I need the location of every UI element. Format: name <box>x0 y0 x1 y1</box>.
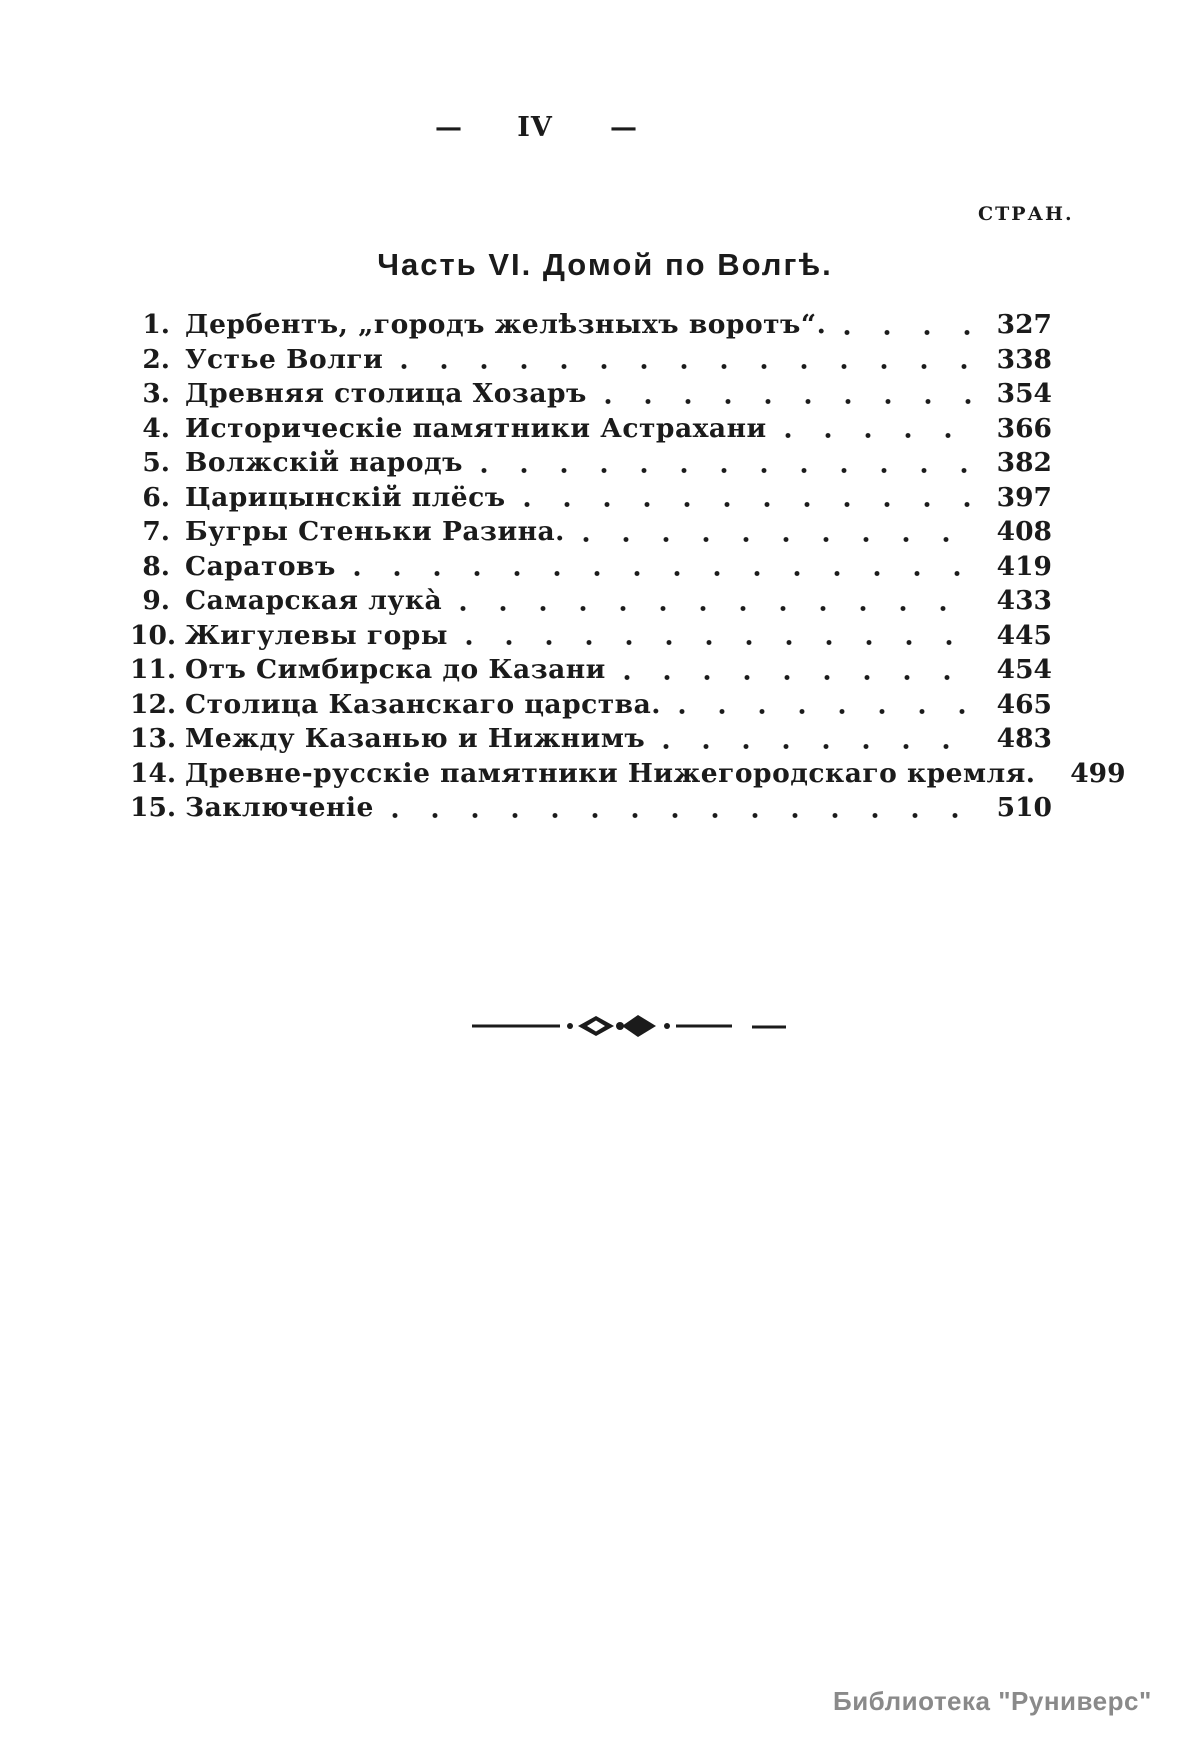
dot-leader <box>679 707 980 716</box>
toc-entry-page: 465 <box>996 688 1052 720</box>
toc-entry <box>130 792 1052 827</box>
toc-entry <box>130 551 1052 586</box>
toc-entry <box>130 620 1052 655</box>
section-title: Часть VI. Домой по Волгѣ. <box>377 247 833 282</box>
toc-entry-page: 382 <box>996 447 1052 478</box>
toc-entry-title: Столица Казанскаго царства. <box>185 688 661 720</box>
running-head <box>435 112 635 143</box>
toc-entry-page: 327 <box>996 309 1052 340</box>
toc-entry-page: 408 <box>996 516 1052 547</box>
toc-entry-number: 1. <box>142 309 170 340</box>
dot-leader <box>481 466 980 475</box>
dot-leader <box>466 638 980 647</box>
toc-entry-page: 419 <box>996 550 1052 582</box>
toc-entry-title: Дербентъ, „городъ желѣзныхъ воротъ“. <box>185 309 827 340</box>
toc-entry-number: 11. <box>130 654 177 685</box>
toc-entry <box>130 723 1052 758</box>
toc-entry-number: 13. <box>130 723 177 754</box>
dot-leader <box>663 742 980 751</box>
dot-leader <box>401 362 980 371</box>
toc-entry-title: Жигулевы горы <box>185 619 448 651</box>
toc-entry <box>130 585 1052 620</box>
dot-leader <box>624 673 980 682</box>
running-head-right-dash: — <box>610 112 635 143</box>
toc-entry-page: 454 <box>996 654 1052 685</box>
toc-entry-page: 445 <box>996 619 1052 651</box>
toc-entry-title: Саратовъ <box>185 550 336 582</box>
toc-entry-number: 10. <box>130 619 177 651</box>
toc-entry-number: 3. <box>142 378 170 409</box>
toc-entry-page: 366 <box>996 412 1052 444</box>
running-head-left-dash: — <box>435 112 460 143</box>
toc-entry-page: 338 <box>996 343 1052 375</box>
toc-entry <box>130 447 1052 482</box>
toc-entry <box>130 309 1052 344</box>
running-head-page-number: IV <box>517 112 553 143</box>
toc-entry-title: Историческіе памятники Астрахани <box>185 412 767 444</box>
toc-entry-number: 5. <box>142 447 170 478</box>
toc-entry-number: 9. <box>142 585 170 616</box>
toc-entry-title: Отъ Симбирска до Казани <box>185 654 606 685</box>
toc-entry-title: Устье Волги <box>185 343 384 375</box>
dot-leader <box>605 397 980 406</box>
toc-entry-number: 6. <box>142 481 170 513</box>
toc-entry <box>130 482 1052 517</box>
page-column-header: СТРАН. <box>978 203 1074 225</box>
dot-leader <box>460 604 980 613</box>
decorative-divider <box>470 1012 790 1040</box>
toc-list <box>130 309 1126 827</box>
dot-leader <box>844 328 980 337</box>
toc-entry <box>130 757 1126 793</box>
toc-entry-number: 7. <box>142 516 170 547</box>
library-watermark: Библиотека "Руниверс" <box>833 1686 1152 1716</box>
toc-entry-page: 397 <box>996 481 1052 513</box>
toc-entry-number: 2. <box>142 343 170 375</box>
toc-entry-title: Древняя столица Хозаръ <box>185 378 587 409</box>
toc-entry-page: 483 <box>996 723 1052 754</box>
toc-entry-title: Заключеніе <box>185 792 374 823</box>
toc-entry-title: Самарская лука̀ <box>185 585 443 616</box>
toc-entry-page: 433 <box>996 585 1052 616</box>
toc-entry-title: Царицынскій плёсъ <box>185 481 506 513</box>
toc-entry-title: Волжскій народъ <box>185 447 463 478</box>
toc-entry-title: Древне-русскіе памятники Нижегородскаго кремля. <box>185 757 1036 789</box>
toc-entry-number: 12. <box>130 688 177 720</box>
dot-leader <box>785 431 980 440</box>
toc-entry-title: Между Казанью и Нижнимъ <box>185 723 646 754</box>
toc-entry-page: 510 <box>996 792 1052 823</box>
toc-entry <box>130 516 1052 551</box>
toc-entry <box>130 654 1052 689</box>
toc-entry-number: 14. <box>130 757 177 789</box>
dot-leader <box>583 535 980 544</box>
dot-leader <box>524 500 980 509</box>
toc-entry-number: 8. <box>142 550 170 582</box>
toc-entry-page: 499 <box>1070 757 1126 789</box>
toc-entry-title: Бугры Стеньки Разина. <box>185 516 565 547</box>
toc-entry-number: 15. <box>130 792 177 823</box>
toc-entry <box>130 413 1052 448</box>
toc-entry <box>130 378 1052 413</box>
toc-entry-page: 354 <box>996 378 1052 409</box>
toc-entry <box>130 689 1052 724</box>
toc-entry-number: 4. <box>142 412 170 444</box>
dot-leader <box>354 569 980 578</box>
toc-entry <box>130 344 1052 379</box>
dot-leader <box>392 811 980 820</box>
